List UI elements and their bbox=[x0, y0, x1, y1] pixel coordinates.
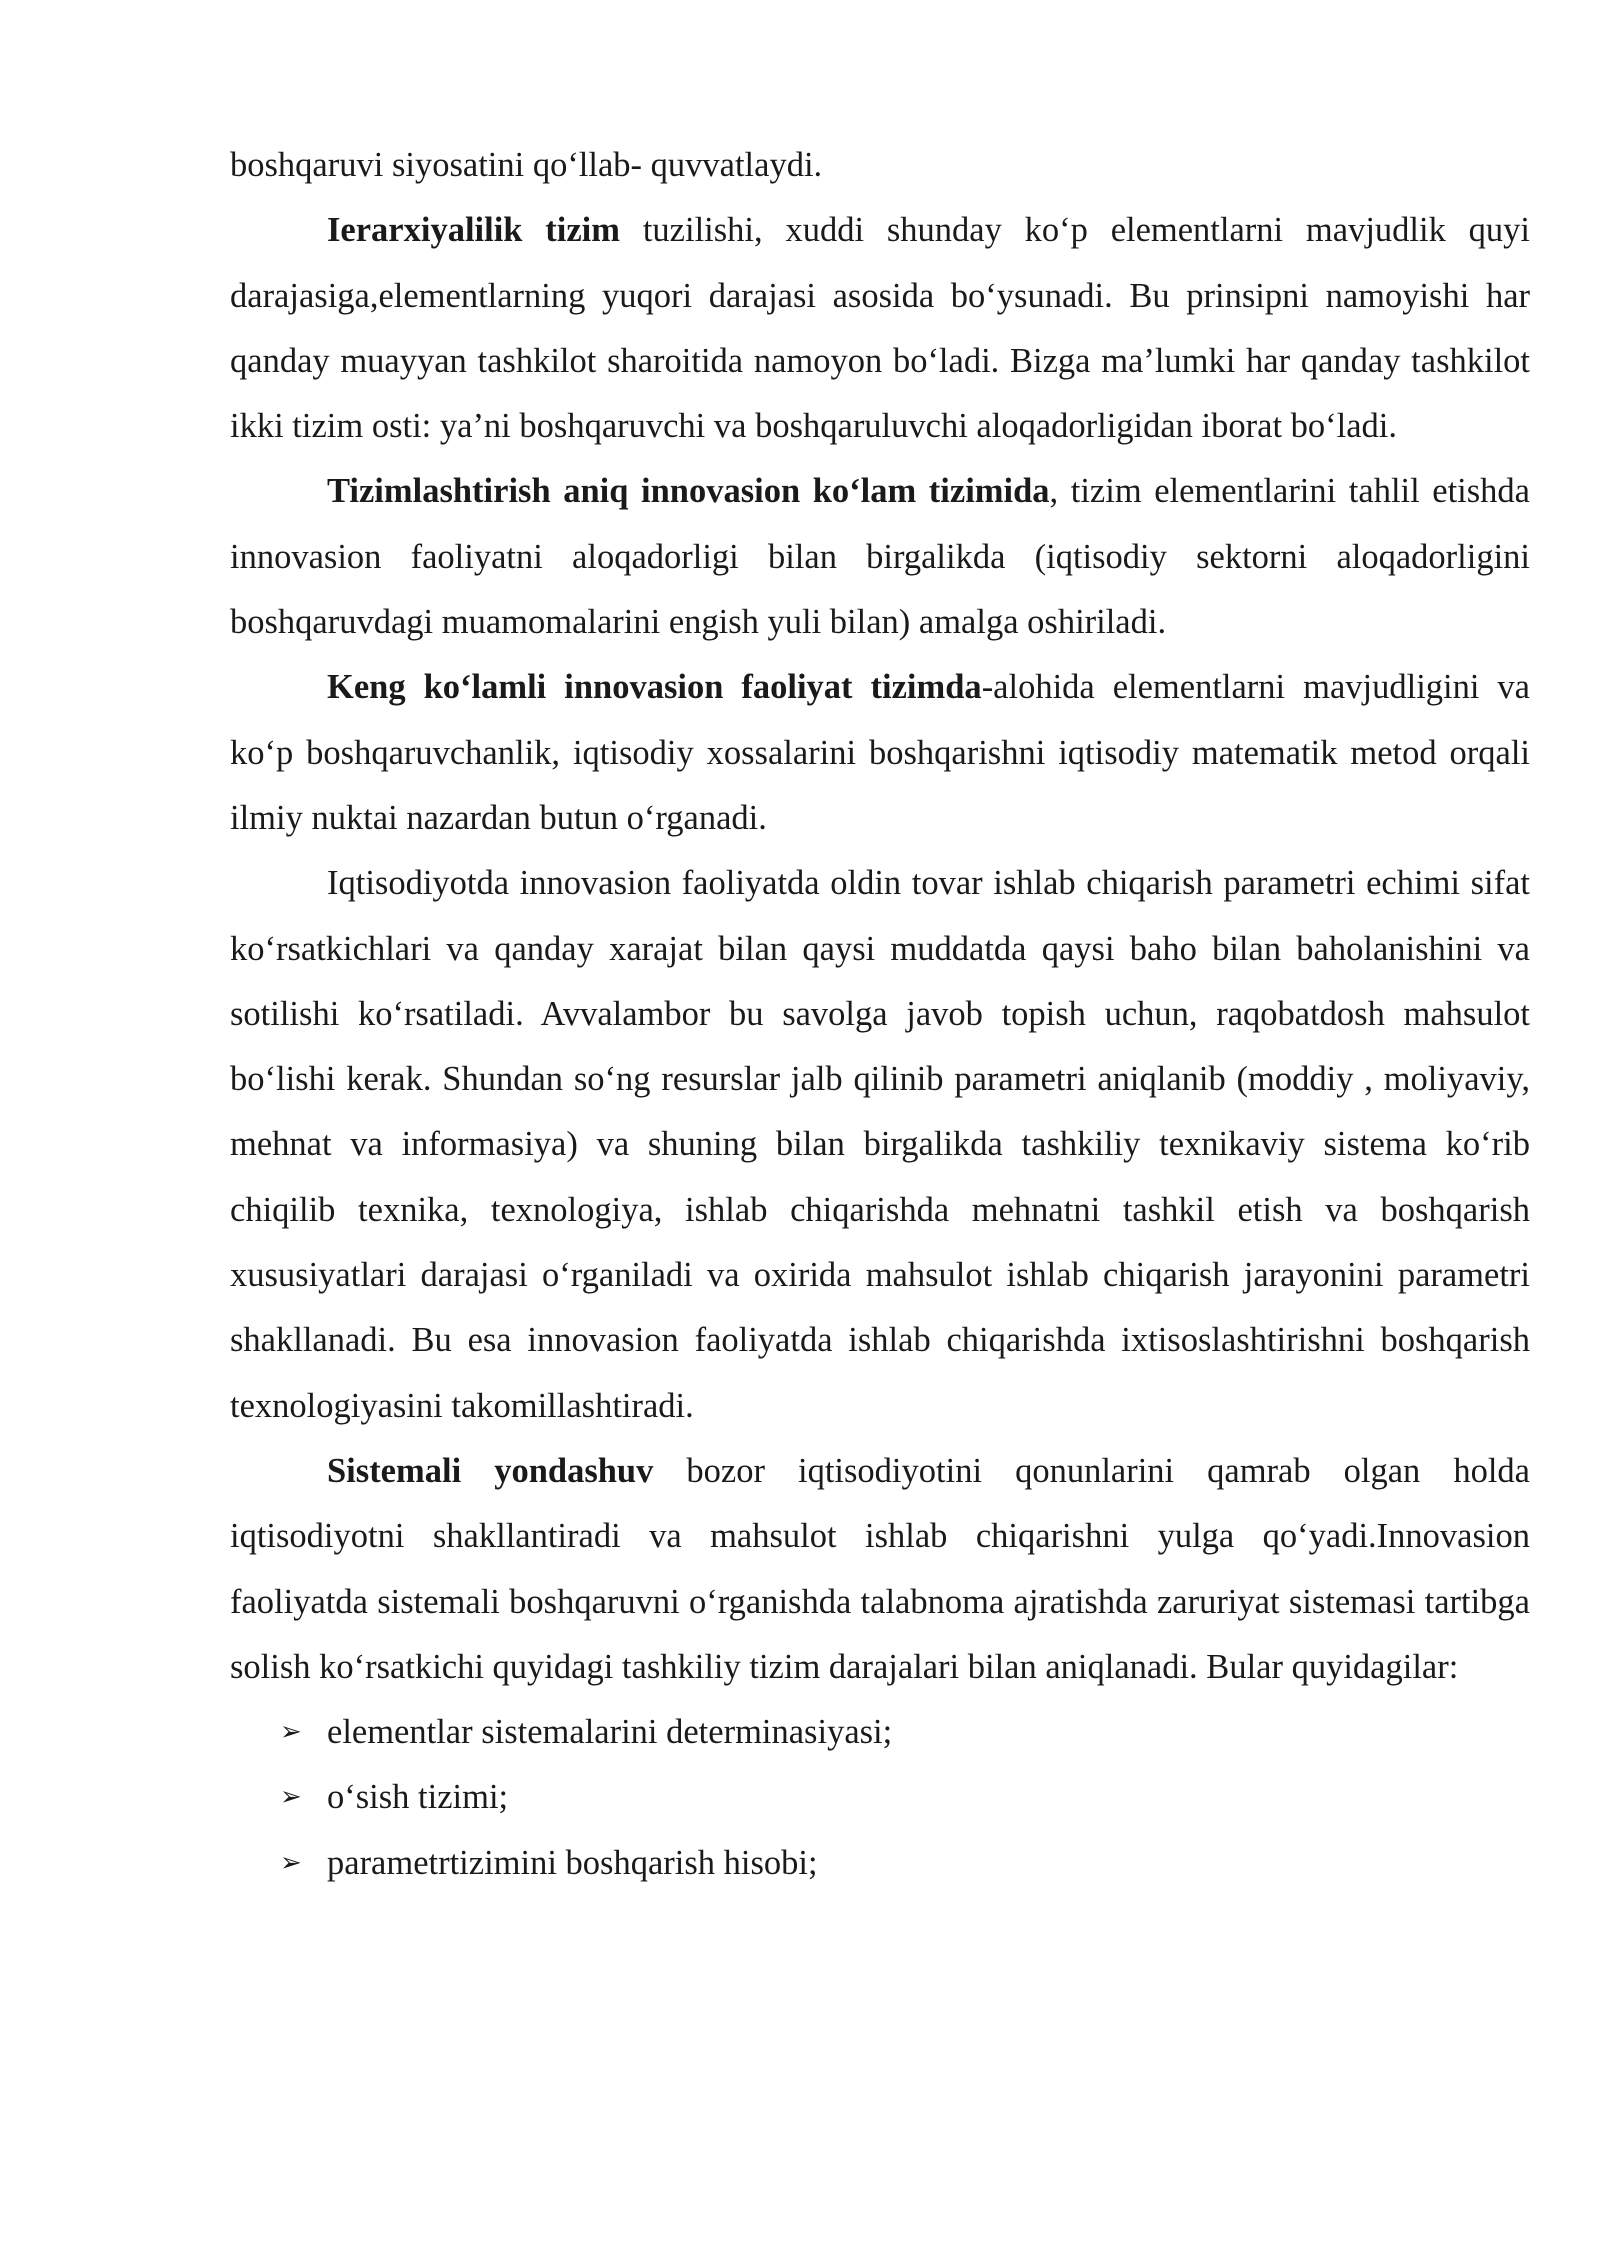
paragraph-tizimlashtirish bbox=[230, 459, 1530, 655]
paragraph-bold-lead: Tizimlashtirish aniq innovasion ko‘lam tizimida bbox=[327, 472, 1050, 511]
paragraph-bold-lead: Sistemali yondashuv bbox=[327, 1451, 654, 1490]
list-item-text: elementlar sistemalarini determinasiyasi; bbox=[327, 1713, 893, 1752]
document-body bbox=[230, 133, 1530, 1896]
list-item-text: o‘sish tizimi; bbox=[327, 1778, 509, 1817]
arrow-bullet-icon: ➢ bbox=[280, 1717, 302, 1748]
paragraph-iqtisodiyotda bbox=[230, 851, 1530, 1439]
paragraph-text: , tizim elementlarini tahlil etishda innovasion faoliyatni aloqadorligi bilan birgalikda (iqtisodiy sektorni aloqadorligini boshqaruvdagi muamomalarini engish yuli bilan) amalga oshiriladi. bbox=[230, 472, 1530, 642]
paragraph-sistemali-yondashuv bbox=[230, 1439, 1530, 1700]
arrow-bullet-icon: ➢ bbox=[280, 1782, 302, 1813]
paragraph-bold-lead: Ierarxiyalilik tizim bbox=[327, 211, 621, 250]
paragraph-text: boshqaruvi siyosatini qo‘llab- quvvatlaydi. bbox=[230, 146, 823, 184]
paragraph-text: tuzilishi, xuddi shunday ko‘p elementlarni mavjudlik quyi darajasiga,elementlarning yuqori darajasi asosida bo‘ysunadi. Bu prinsipni namoyishi har qanday muayyan tashkilot sharoitida namoyon bo‘ladi. Bizga ma’lumki har qanday tashkilot ikki tizim osti: ya’ni boshqaruvchi va boshqaruluvchi aloqadorligidan iborat bo‘ladi. bbox=[230, 211, 1530, 446]
paragraph-keng-kolamli bbox=[230, 655, 1530, 851]
paragraph-bold-lead: Keng ko‘lamli innovasion faoliyat tizimda bbox=[327, 668, 982, 707]
paragraph-continuation bbox=[230, 133, 1530, 198]
paragraph-text: -alohida elementlarni mavjudligini va ko‘p boshqaruvchanlik, iqtisodiy xossalarini boshqarishni iqtisodiy matematik metod orqali ilmiy nuktai nazardan butun o‘rganadi. bbox=[230, 668, 1530, 837]
arrow-bullet-icon: ➢ bbox=[280, 1847, 302, 1878]
paragraph-ierarxiyalilik bbox=[230, 198, 1530, 459]
list-item bbox=[230, 1831, 1530, 1896]
paragraph-text: bozor iqtisodiyotini qonunlarini qamrab olgan holda iqtisodiyotni shakllantiradi va mahsulot ishlab chiqarishni yulga qo‘yadi.Innovasion faoliyatda sistemali boshqaruvni o‘rganishda talabnoma ajratishda zaruriyat sistemasi tartibga solish ko‘rsatkichi quyidagi tashkiliy tizim darajalari bilan aniqlanadi. Bular quyidagilar: bbox=[230, 1451, 1530, 1686]
paragraph-text: Iqtisodiyotda innovasion faoliyatda oldin tovar ishlab chiqarish parametri echimi sifat ko‘rsatkichlari va qanday xarajat bilan qaysi muddatda qaysi baho bilan baholanishini va sotilishi ko‘rsatiladi. Avvalambor bu savolga javob topish uchun, raqobatdosh mahsulot bo‘lishi kerak. Shundan so‘ng resurslar jalb qilinib parametri aniqlanib (moddiy , moliyaviy, mehnat va informasiya) va shuning bilan birgalikda tashkiliy texnikaviy sistema ko‘rib chiqilib texnika, texnologiya, ishlab chiqarishda mehnatni tashkil etish va boshqarish xususiyatlari darajasi o‘rganiladi va oxirida mahsulot ishlab chiqarish jarayonini parametri shakllanadi. Bu esa innovasion faoliyatda ishlab chiqarishda ixtisoslashtirishni boshqarish texnologiyasini takomillashtiradi. bbox=[230, 864, 1530, 1425]
bullet-list bbox=[230, 1700, 1530, 1896]
list-item bbox=[230, 1765, 1530, 1830]
list-item bbox=[230, 1700, 1530, 1765]
list-item-text: parametrtizimini boshqarish hisobi; bbox=[327, 1843, 818, 1882]
